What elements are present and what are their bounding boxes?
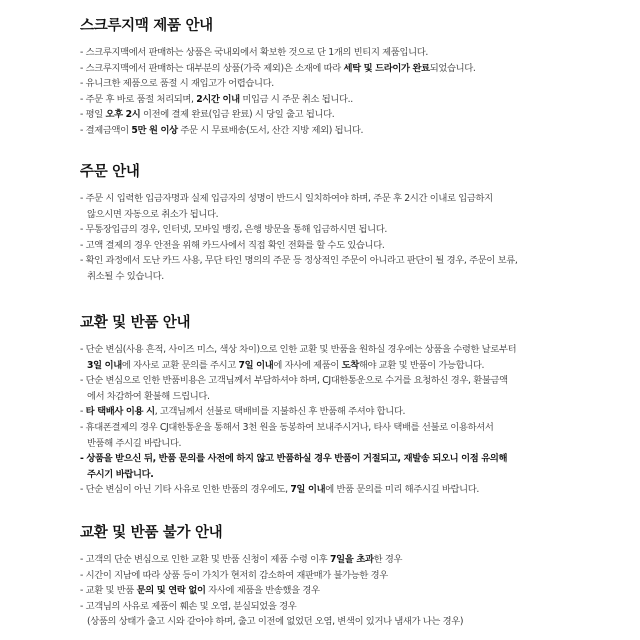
- emphasis-text: - 상품을 받으신 뒤, 반품 문의를 사전에 하지 않고 반품하실 경우 반품이 거절되고, 재발송 되오니 이점 유의해: [80, 453, 508, 465]
- notice-line: [80, 61, 625, 77]
- emphasis-text: 타 택배사 이용 시: [85, 406, 155, 418]
- emphasis-text: 3일 이내: [87, 359, 122, 371]
- section-lines: [80, 552, 625, 630]
- line-text: -: [80, 406, 86, 418]
- line-text: (상품의 상태가 출고 시와 같아야 하며, 출고 이전에 없었던 오염, 변색이 있거나 냄새가 나는 경우): [87, 616, 464, 628]
- section-exchange-not-allowed: [80, 521, 625, 630]
- line-text: - 고객님의 사유로 제품이 훼손 및 오염, 분실되었을 경우: [80, 600, 297, 612]
- notice-line: [80, 253, 625, 269]
- line-text: - 단순 변심(사용 흔적, 사이즈 미스, 색상 차이)으로 인한 교환 및 반품을 원하실 경우에는 상품을 수령한 날로부터: [80, 344, 517, 355]
- section-lines: [80, 45, 625, 139]
- line-text: 에 자사로 교환 문의를 주시고: [121, 359, 239, 371]
- line-text: 이전에 결제 완료(입금 완료) 시 당일 출고 됩니다.: [140, 109, 335, 121]
- emphasis-text: 7일 이내: [238, 359, 274, 371]
- line-text: 주문 시 무료배송(도서, 산간 지방 제외) 됩니다.: [177, 124, 364, 136]
- line-text: - 주문 시 입력한 입금자명과 실제 입금자의 성명이 반드시 일치하여야 하며, 주문 후 2시간 이내로 입금하지: [80, 193, 493, 204]
- emphasis-text: 주시기 바랍니다.: [87, 468, 154, 480]
- notice-line: [80, 482, 625, 498]
- notice-line: [80, 92, 625, 108]
- line-text: 않으시면 자동으로 취소가 됩니다.: [87, 208, 219, 220]
- section-exchange-return: [80, 311, 625, 498]
- notice-line: [80, 568, 625, 584]
- line-text: - 평일: [80, 109, 106, 121]
- notice-line: [80, 238, 625, 254]
- notice-line: [80, 552, 625, 568]
- section-title: 주문 안내: [80, 164, 140, 180]
- notice-line: [80, 342, 625, 358]
- notice-line: [80, 599, 625, 615]
- line-text: - 시간이 지남에 따라 상품 등이 가치가 현저히 감소하여 재판매가 불가능한 경우: [80, 569, 388, 581]
- notice-line: [80, 207, 625, 223]
- line-text: 반품해 주시길 바랍니다.: [87, 437, 182, 449]
- notice-line: [80, 373, 625, 389]
- section-product-info: [80, 14, 625, 139]
- line-text: - 고객의 단순 변심으로 인한 교환 및 반품 신청이 제품 수령 이후: [80, 554, 331, 565]
- line-text: - 단순 변심이 아닌 기타 사유로 인한 반품의 경우에도,: [80, 484, 291, 496]
- emphasis-text: 문의 및 연락 없이: [136, 585, 206, 597]
- notice-line: [80, 583, 625, 599]
- notice-line: [80, 45, 625, 61]
- line-text: - 확인 과정에서 도난 카드 사용, 무단 타인 명의의 주문 등 정상적인 주문이 아니라고 판단이 될 경우, 주문이 보류,: [80, 255, 518, 267]
- emphasis-text: 7일 이내: [290, 484, 326, 496]
- notice-line: [80, 389, 625, 405]
- line-text: - 휴대폰결제의 경우 CJ대한통운을 통해서 3천 원을 동봉하여 보내주시거나, 타사 택배를 선불로 이용하셔서: [80, 421, 494, 433]
- line-text: 자사에 제품을 반송했을 경우: [205, 585, 320, 597]
- section-lines: [80, 191, 625, 285]
- line-text: 미입금 시 주문 취소 됩니다..: [239, 93, 353, 105]
- notice-line: [80, 451, 625, 467]
- emphasis-text: 2시간 이내: [196, 93, 240, 105]
- line-text: - 주문 후 바로 품절 처리되며,: [80, 93, 197, 105]
- line-text: - 교환 및 반품: [80, 585, 137, 597]
- emphasis-text: 오후 2시: [105, 109, 141, 121]
- line-text: - 단순 변심으로 인한 반품비용은 고객님께서 부담하셔야 하며, CJ대한통운으로 수거를 요청하신 경우, 환불금액: [80, 375, 508, 387]
- line-text: - 무통장입금의 경우, 인터넷, 모바일 뱅킹, 은행 방문을 통해 입금하시면 됩니다.: [80, 224, 388, 236]
- notice-line: [80, 420, 625, 436]
- notice-line: [80, 404, 625, 420]
- section-lines: [80, 342, 625, 498]
- line-text: - 스크루지맥에서 판매하는 상품은 국내외에서 확보한 것으로 단 1개의 빈티지 제품입니다.: [80, 47, 428, 58]
- line-text: 에서 차감하여 환불해 드립니다.: [87, 390, 210, 402]
- line-text: - 유니크한 제품으로 품절 시 재입고가 어렵습니다.: [80, 78, 274, 90]
- section-title: 교환 및 반품 불가 안내: [80, 525, 223, 541]
- line-text: 한 경우: [373, 554, 403, 565]
- line-text: 에 자사에 제품이: [273, 359, 342, 371]
- line-text: - 스크루지맥에서 판매하는 대부분의 상품(가죽 제외)은 소재에 따라: [80, 62, 344, 74]
- notice-line: [80, 614, 625, 630]
- section-title: 교환 및 반품 안내: [80, 315, 191, 331]
- line-text: 취소될 수 있습니다.: [87, 270, 164, 282]
- emphasis-text: 도착: [341, 359, 359, 371]
- line-text: , 고객님께서 선불로 택배비를 지불하신 후 반품해 주셔야 합니다.: [154, 406, 406, 418]
- notice-line: [80, 191, 625, 207]
- notice-line: [80, 436, 625, 452]
- notice-line: [80, 107, 625, 123]
- notice-line: [80, 76, 625, 92]
- emphasis-text: 7일을 초과: [330, 554, 374, 565]
- line-text: - 고액 결제의 경우 안전을 위해 카드사에서 직접 확인 전화를 할 수도 있습니다.: [80, 239, 385, 251]
- line-text: 에 반품 문의를 미리 해주시길 바랍니다.: [325, 484, 479, 496]
- section-order-info: [80, 160, 625, 285]
- notice-line: [80, 123, 625, 139]
- notice-line: [80, 467, 625, 483]
- line-text: - 결제금액이: [80, 124, 132, 136]
- emphasis-text: 5만 원 이상: [131, 124, 178, 136]
- line-text: 되었습니다.: [429, 62, 476, 74]
- section-title: 스크루지맥 제품 안내: [80, 18, 213, 34]
- emphasis-text: 세탁 및 드라이가 완료: [343, 62, 430, 74]
- line-text: 해야 교환 및 반품이 가능합니다.: [358, 359, 485, 371]
- notice-line: [80, 222, 625, 238]
- notice-line: [80, 269, 625, 285]
- notice-line: [80, 358, 625, 374]
